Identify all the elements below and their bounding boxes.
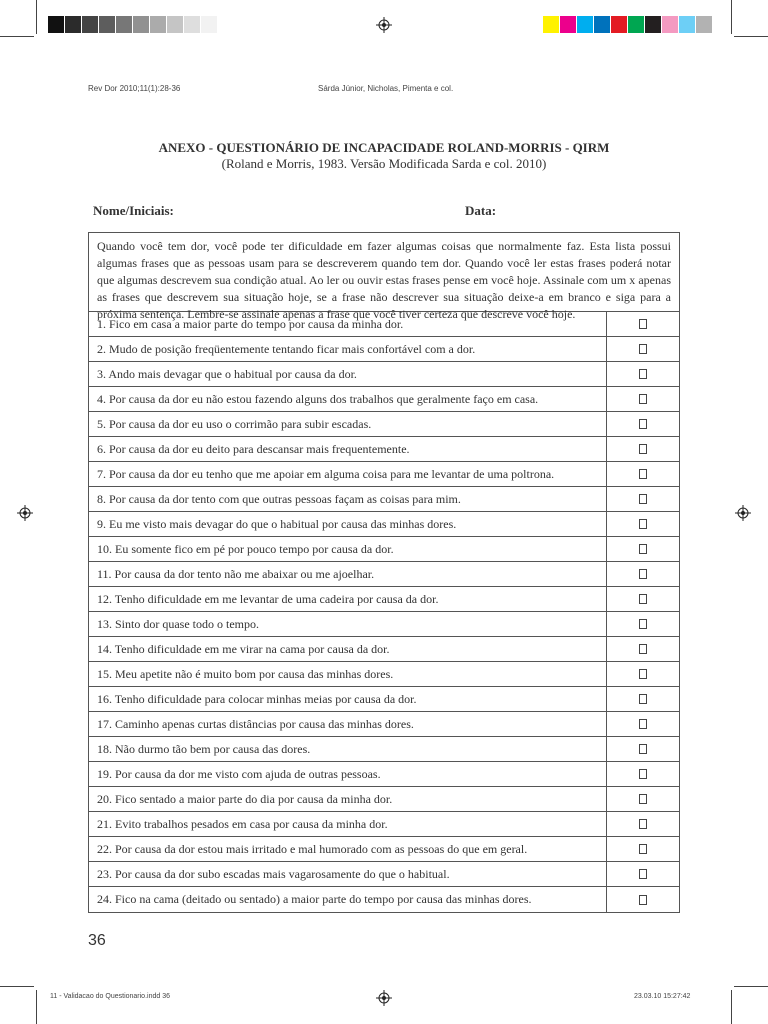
grayscale-swatch: [184, 16, 201, 33]
table-row: [89, 587, 679, 612]
table-row: [89, 687, 679, 712]
process-swatch: [696, 16, 713, 33]
grayscale-swatch: [150, 16, 167, 33]
grayscale-swatch: [82, 16, 99, 33]
table-row: [89, 437, 679, 462]
process-swatch: [594, 16, 611, 33]
grayscale-swatch: [133, 16, 150, 33]
checkbox-cell: [606, 362, 679, 386]
answer-checkbox[interactable]: [639, 569, 647, 579]
page-title: ANEXO - QUESTIONÁRIO DE INCAPACIDADE ROLAND-MORRIS - QIRM: [158, 140, 610, 155]
checkbox-cell: [606, 862, 679, 886]
checkbox-cell: [606, 712, 679, 736]
crop-mark-top-left-h: [0, 36, 34, 37]
question-text: 7. Por causa da dor eu tenho que me apoiar em alguma coisa para me levantar de uma poltrona.: [97, 467, 555, 481]
question-text: 12. Tenho dificuldade em me levantar de uma cadeira por causa da dor.: [97, 592, 439, 606]
table-row: [89, 487, 679, 512]
answer-checkbox[interactable]: [639, 394, 647, 404]
table-row: [89, 812, 679, 837]
checkbox-cell: [606, 812, 679, 836]
grayscale-color-bar: [48, 16, 218, 33]
question-text: 4. Por causa da dor eu não estou fazendo alguns dos trabalhos que geralmente faço em casa.: [97, 392, 539, 406]
checkbox-cell: [606, 662, 679, 686]
process-swatch: [662, 16, 679, 33]
table-row: [89, 712, 679, 737]
answer-checkbox[interactable]: [639, 794, 647, 804]
answer-checkbox[interactable]: [639, 769, 647, 779]
question-text: 8. Por causa da dor tento com que outras pessoas façam as coisas para mim.: [97, 492, 461, 506]
table-row: [89, 362, 679, 387]
question-text: 5. Por causa da dor eu uso o corrimão para subir escadas.: [97, 417, 372, 431]
grayscale-swatch: [167, 16, 184, 33]
process-swatch: [611, 16, 628, 33]
checkbox-cell: [606, 412, 679, 436]
checkbox-cell: [606, 637, 679, 661]
answer-checkbox[interactable]: [639, 844, 647, 854]
table-row: [89, 462, 679, 487]
checkbox-cell: [606, 487, 679, 511]
question-text: 15. Meu apetite não é muito bom por causa das minhas dores.: [97, 667, 394, 681]
checkbox-cell: [606, 512, 679, 536]
question-text: 17. Caminho apenas curtas distâncias por causa das minhas dores.: [97, 717, 414, 731]
table-row: [89, 537, 679, 562]
registration-mark-bottom-icon: [376, 990, 392, 1006]
questionnaire-table: [88, 232, 680, 913]
answer-checkbox[interactable]: [639, 469, 647, 479]
checkbox-cell: [606, 587, 679, 611]
crop-mark-top-left: [36, 0, 37, 34]
question-text: 22. Por causa da dor estou mais irritado e mal humorado com as pessoas do que em geral.: [97, 842, 528, 856]
crop-mark-bottom-left-h: [0, 986, 34, 987]
crop-mark-bottom-right-h: [734, 986, 768, 987]
question-text: 2. Mudo de posição freqüentemente tentando ficar mais confortável com a dor.: [97, 342, 476, 356]
checkbox-cell: [606, 537, 679, 561]
registration-mark-right-icon: [735, 505, 751, 521]
table-row: [89, 787, 679, 812]
registration-mark-left-icon: [17, 505, 33, 521]
question-text: 21. Evito trabalhos pesados em casa por causa da minha dor.: [97, 817, 388, 831]
process-swatch: [645, 16, 662, 33]
answer-checkbox[interactable]: [639, 694, 647, 704]
checkbox-cell: [606, 312, 679, 336]
process-color-bar: [543, 16, 713, 33]
crop-mark-top-right-h: [734, 36, 768, 37]
file-slug: 11 - Validacao do Questionario.indd 36: [50, 993, 170, 1000]
table-row: [89, 862, 679, 887]
authors-header: Sárda Júnior, Nicholas, Pimenta e col.: [318, 84, 454, 93]
crop-mark-top-right: [731, 0, 732, 34]
checkbox-cell: [606, 737, 679, 761]
table-row: [89, 637, 679, 662]
answer-checkbox[interactable]: [639, 895, 647, 905]
registration-mark-top-icon: [376, 17, 392, 33]
table-row: [89, 512, 679, 537]
question-text: 16. Tenho dificuldade para colocar minhas meias por causa da dor.: [97, 692, 417, 706]
answer-checkbox[interactable]: [639, 494, 647, 504]
table-row: [89, 337, 679, 362]
answer-checkbox[interactable]: [639, 744, 647, 754]
answer-checkbox[interactable]: [639, 444, 647, 454]
grayscale-swatch: [65, 16, 82, 33]
answer-checkbox[interactable]: [639, 669, 647, 679]
crop-mark-bottom-right: [731, 990, 732, 1024]
table-row: [89, 312, 679, 337]
question-text: 1. Fico em casa a maior parte do tempo por causa da minha dor.: [97, 317, 404, 331]
table-row: [89, 737, 679, 762]
page-subtitle: (Roland e Morris, 1983. Versão Modificada Sarda e col. 2010): [221, 156, 547, 171]
answer-checkbox[interactable]: [639, 544, 647, 554]
checkbox-cell: [606, 337, 679, 361]
checkbox-cell: [606, 612, 679, 636]
checkbox-cell: [606, 687, 679, 711]
checkbox-cell: [606, 462, 679, 486]
table-row: [89, 387, 679, 412]
answer-checkbox[interactable]: [639, 369, 647, 379]
answer-checkbox[interactable]: [639, 594, 647, 604]
table-row: [89, 412, 679, 437]
checkbox-cell: [606, 887, 679, 912]
question-text: 19. Por causa da dor me visto com ajuda de outras pessoas.: [97, 767, 381, 781]
questionnaire-rows: [89, 312, 679, 912]
page-number: 36: [88, 932, 106, 949]
date-field-label: Data:: [465, 203, 497, 218]
table-row: [89, 837, 679, 862]
process-swatch: [560, 16, 577, 33]
answer-checkbox[interactable]: [639, 619, 647, 629]
table-row: [89, 887, 679, 912]
question-text: 18. Não durmo tão bem por causa das dores.: [97, 742, 311, 756]
answer-checkbox[interactable]: [639, 319, 647, 329]
question-text: 20. Fico sentado a maior parte do dia por causa da minha dor.: [97, 792, 393, 806]
checkbox-cell: [606, 562, 679, 586]
answer-checkbox[interactable]: [639, 644, 647, 654]
process-swatch: [543, 16, 560, 33]
question-text: 11. Por causa da dor tento não me abaixar ou me ajoelhar.: [97, 567, 375, 581]
question-text: 9. Eu me visto mais devagar do que o habitual por causa das minhas dores.: [97, 517, 457, 531]
process-swatch: [679, 16, 696, 33]
checkbox-cell: [606, 437, 679, 461]
timestamp-slug: 23.03.10 15:27:42: [634, 993, 691, 1000]
question-text: 10. Eu somente fico em pé por pouco tempo por causa da dor.: [97, 542, 394, 556]
grayscale-swatch: [48, 16, 65, 33]
checkbox-cell: [606, 387, 679, 411]
question-text: 6. Por causa da dor eu deito para descansar mais frequentemente.: [97, 442, 410, 456]
table-row: [89, 762, 679, 787]
checkbox-cell: [606, 787, 679, 811]
answer-checkbox[interactable]: [639, 719, 647, 729]
question-text: 14. Tenho dificuldade em me virar na cama por causa da dor.: [97, 642, 390, 656]
grayscale-swatch: [99, 16, 116, 33]
answer-checkbox[interactable]: [639, 819, 647, 829]
table-row: [89, 662, 679, 687]
crop-mark-bottom-left: [36, 990, 37, 1024]
table-row: [89, 562, 679, 587]
process-swatch: [577, 16, 594, 33]
question-text: 13. Sinto dor quase todo o tempo.: [97, 617, 259, 631]
answer-checkbox[interactable]: [639, 869, 647, 879]
answer-checkbox[interactable]: [639, 344, 647, 354]
grayscale-swatch: [201, 16, 218, 33]
grayscale-swatch: [116, 16, 133, 33]
question-text: 23. Por causa da dor subo escadas mais vagarosamente do que o habitual.: [97, 867, 450, 881]
table-row: [89, 612, 679, 637]
checkbox-cell: [606, 762, 679, 786]
instructions-text: Quando você tem dor, você pode ter dificuldade em fazer algumas coisas que normalmente faz. Esta lista possui algumas frases que as pessoas usam para se descreverem quando tem dor. Quando você ler estas frases poderá notar que algumas descrevem sua condição atual. Ao ler ou ouvir estas frases pense em você hoje. Assinale com um x apenas as frases que descrevem sua situação hoje, se a frase não descrever sua situação deixe-a em branco e siga para a próxima sentença. Lembre-se assinale apenas a frase que você tiver certeza que descreve você hoje.: [89, 233, 679, 312]
process-swatch: [628, 16, 645, 33]
journal-reference: Rev Dor 2010;11(1):28-36: [88, 84, 181, 93]
answer-checkbox[interactable]: [639, 519, 647, 529]
question-text: 3. Ando mais devagar que o habitual por causa da dor.: [97, 367, 357, 381]
question-text: 24. Fico na cama (deitado ou sentado) a maior parte do tempo por causa das minhas dores.: [97, 892, 532, 906]
checkbox-cell: [606, 837, 679, 861]
answer-checkbox[interactable]: [639, 419, 647, 429]
name-field-label: Nome/Iniciais:: [93, 203, 174, 218]
